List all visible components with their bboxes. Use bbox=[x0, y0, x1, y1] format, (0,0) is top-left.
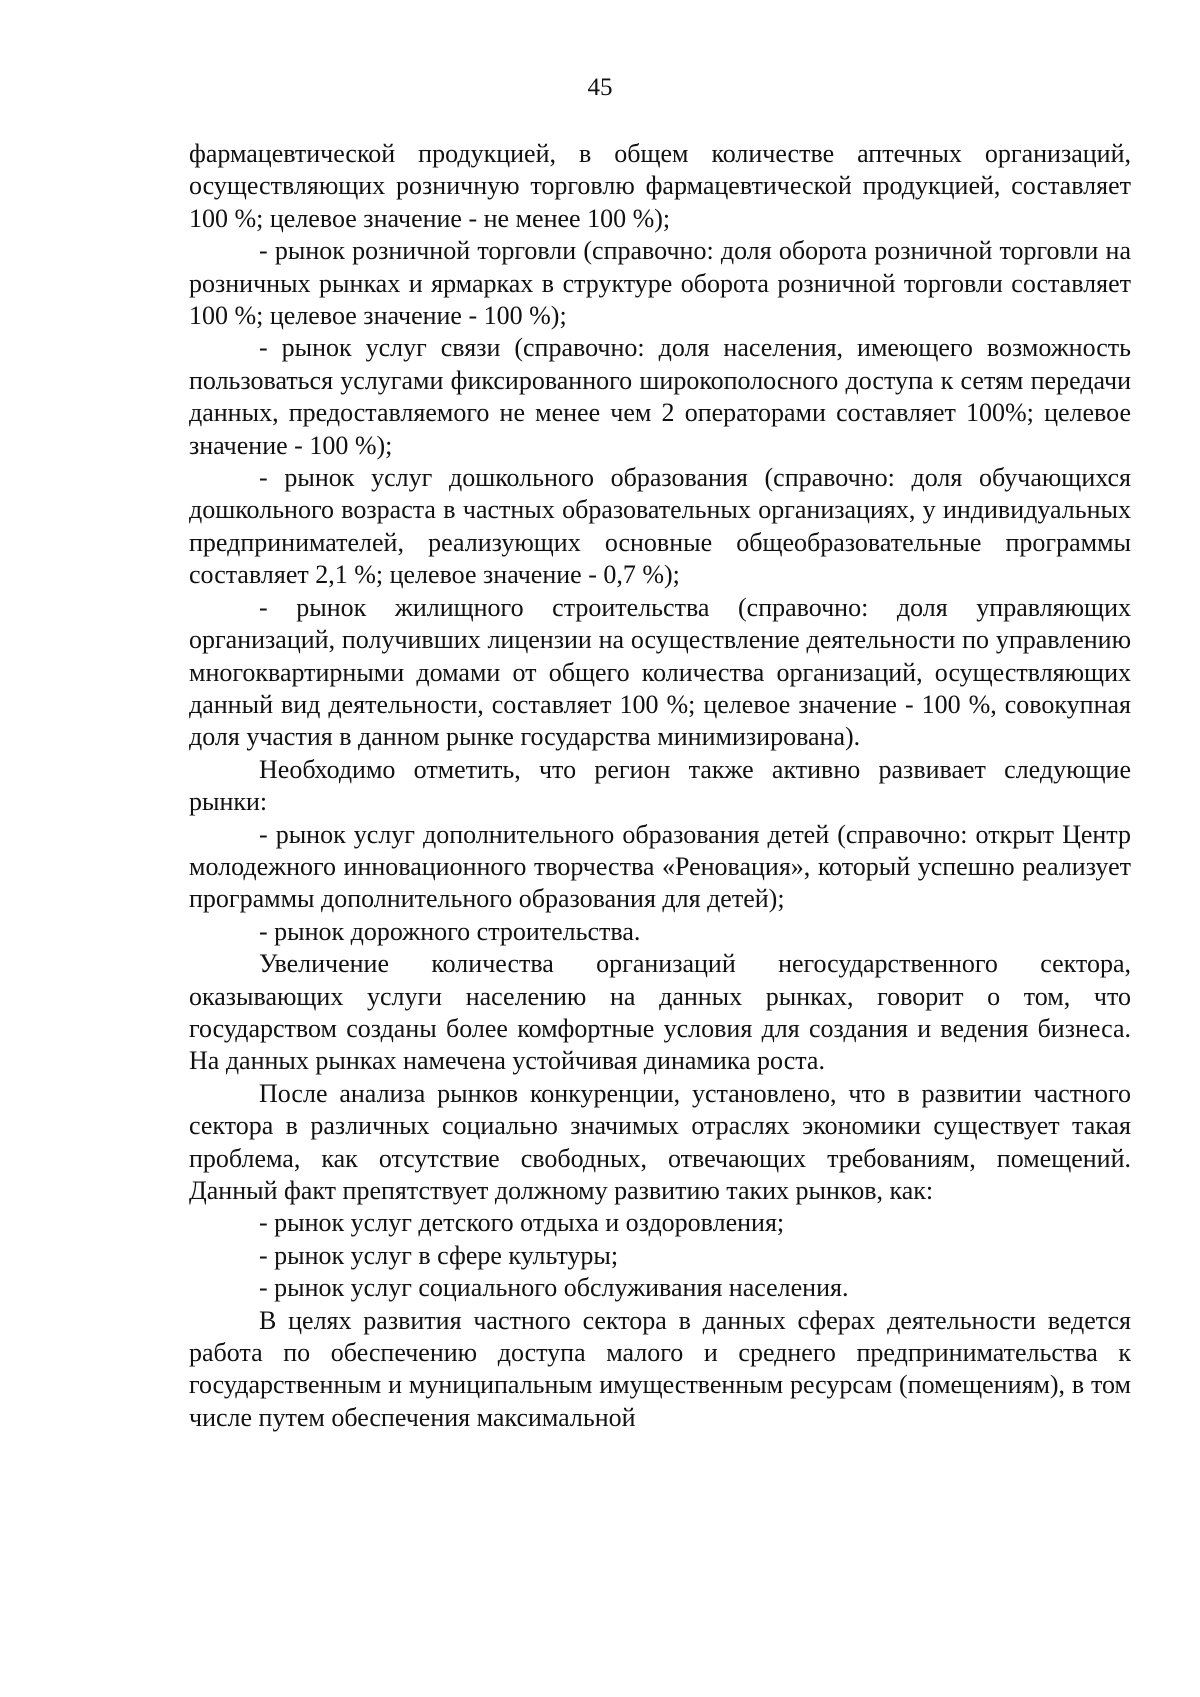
paragraph-communications-market: - рынок услуг связи (справочно: доля населения, имеющего возможность пользоваться услугами фиксированного широкополосного доступа к сетям передачи данных, предоставляемого не менее чем 2 операторами составляет 100%; целевое значение - 100 %); bbox=[189, 333, 1131, 460]
document-body bbox=[189, 138, 1131, 1434]
paragraph-culture-market: - рынок услуг в сфере культуры; bbox=[259, 1240, 619, 1270]
paragraph-region-markets-intro: Необходимо отметить, что регион также активно развивает следующие рынки: bbox=[189, 754, 1131, 817]
page-number: 45 bbox=[587, 74, 613, 101]
paragraph-pharma-continuation: фармацевтической продукцией, в общем количестве аптечных организаций, осуществляющих розничную торговлю фармацевтической продукцией, составляет 100 %; целевое значение - не менее 100 %); bbox=[189, 139, 1131, 233]
paragraph-retail-market: - рынок розничной торговли (справочно: доля оборота розничной торговли на розничных рынках и ярмарках в структуре оборота розничной торговли составляет 100 %; целевое значение - 100 %); bbox=[189, 236, 1131, 331]
paragraph-additional-education-market: - рынок услуг дополнительного образования детей (справочно: открыт Центр молодежного инновационного творчества «Реновация», который успешно реализует программы дополнительного образования для детей); bbox=[189, 819, 1131, 914]
paragraph-nonstate-sector-growth: Увеличение количества организаций негосударственного сектора, оказывающих услуги населению на данных рынках, говорит о том, что государством созданы более комфортные условия для создания и ведения бизнеса. На данных рынках намечена устойчивая динамика роста. bbox=[189, 949, 1131, 1076]
paragraph-social-services-market: - рынок услуг социального обслуживания населения. bbox=[259, 1273, 849, 1303]
paragraph-competition-analysis: После анализа рынков конкуренции, установлено, что в развитии частного сектора в различных социально значимых отраслях экономики существует такая проблема, как отсутствие свободных, отвечающих требованиям, помещений. Данный факт препятствует должному развитию таких рынков, как: bbox=[189, 1078, 1131, 1205]
paragraph-children-recreation-market: - рынок услуг детского отдыха и оздоровления; bbox=[259, 1208, 785, 1238]
paragraph-road-construction-market: - рынок дорожного строительства. bbox=[259, 916, 641, 946]
paragraph-private-sector-development: В целях развития частного сектора в данных сферах деятельности ведется работа по обеспечению доступа малого и среднего предпринимательства к государственным и муниципальным имущественным ресурсам (помещениям), в том числе путем обеспечения максимальной bbox=[189, 1305, 1131, 1432]
paragraph-housing-market: - рынок жилищного строительства (справочно: доля управляющих организаций, получивших лицензии на осуществление деятельности по управлению многоквартирными домами от общего количества организаций, осуществляющих данный вид деятельности, составляет 100 %; целевое значение - 100 %, совокупная доля участия в данном рынке государства минимизирована). bbox=[189, 592, 1131, 752]
paragraph-preschool-market: - рынок услуг дошкольного образования (справочно: доля обучающихся дошкольного возраста в частных образовательных организациях, у индивидуальных предпринимателей, реализующих основные общеобразовательные программы составляет 2,1 %; целевое значение - 0,7 %); bbox=[189, 463, 1131, 590]
